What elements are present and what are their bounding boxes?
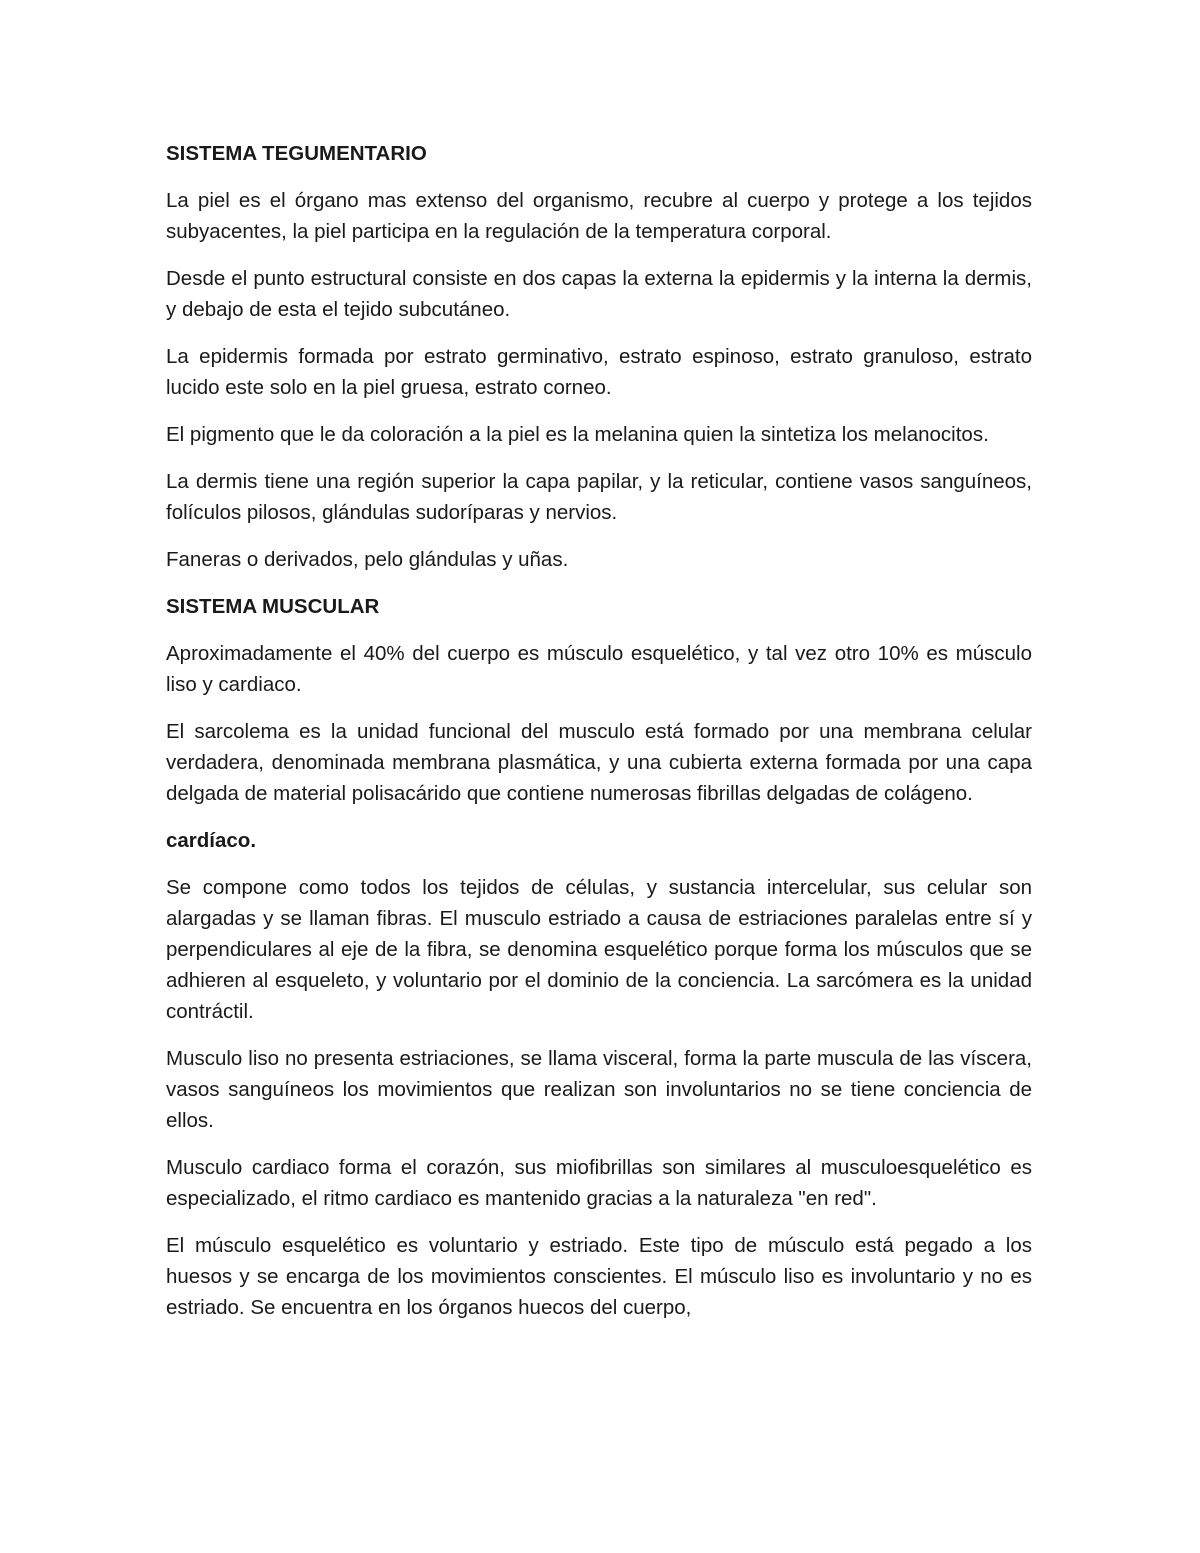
paragraph: Desde el punto estructural consiste en dos capas la externa la epidermis y la interna la dermis, y debajo de esta el tejido subcutáneo. <box>166 267 1032 321</box>
paragraph: Musculo cardiaco forma el corazón, sus miofibrillas son similares al musculoesquelético es especializado, el ritmo cardiaco es mantenido gracias a la naturaleza "en red". <box>166 1156 1032 1210</box>
paragraph: Musculo liso no presenta estriaciones, se llama visceral, forma la parte muscula de las víscera, vasos sanguíneos los movimientos que realizan son involuntarios no se tiene conciencia de ellos. <box>166 1047 1032 1132</box>
paragraph: El pigmento que le da coloración a la piel es la melanina quien la sintetiza los melanocitos. <box>166 423 989 446</box>
paragraph: El sarcolema es la unidad funcional del musculo está formado por una membrana celular verdadera, denominada membrana plasmática, y una cubierta externa formada por una capa delgada de material polisacárido que contiene numerosas fibrillas delgadas de colágeno. <box>166 720 1032 805</box>
document-page <box>166 138 1032 1339</box>
paragraph: La piel es el órgano mas extenso del organismo, recubre al cuerpo y protege a los tejidos subyacentes, la piel participa en la regulación de la temperatura corporal. <box>166 189 1032 243</box>
section-heading-cardiaco: cardíaco. <box>166 829 257 852</box>
paragraph: Aproximadamente el 40% del cuerpo es músculo esquelético, y tal vez otro 10% es músculo liso y cardiaco. <box>166 642 1032 696</box>
paragraph: Se compone como todos los tejidos de células, y sustancia intercelular, sus celular son alargadas y se llaman fibras. El musculo estriado a causa de estriaciones paralelas entre sí y perpendiculares al eje de la fibra, se denomina esquelético porque forma los músculos que se adhieren al esqueleto, y voluntario por el dominio de la conciencia. La sarcómera es la unidad contráctil. <box>166 876 1032 1023</box>
section-heading-tegumentario: SISTEMA TEGUMENTARIO <box>166 142 427 165</box>
paragraph: La epidermis formada por estrato germinativo, estrato espinoso, estrato granuloso, estrato lucido este solo en la piel gruesa, estrato corneo. <box>166 345 1032 399</box>
paragraph: El músculo esquelético es voluntario y estriado. Este tipo de músculo está pegado a los huesos y se encarga de los movimientos conscientes. El músculo liso es involuntario y no es estriado. Se encuentra en los órganos huecos del cuerpo, <box>166 1234 1032 1319</box>
paragraph: Faneras o derivados, pelo glándulas y uñas. <box>166 548 569 571</box>
section-heading-muscular: SISTEMA MUSCULAR <box>166 595 380 618</box>
paragraph: La dermis tiene una región superior la capa papilar, y la reticular, contiene vasos sanguíneos, folículos pilosos, glándulas sudoríparas y nervios. <box>166 470 1032 524</box>
